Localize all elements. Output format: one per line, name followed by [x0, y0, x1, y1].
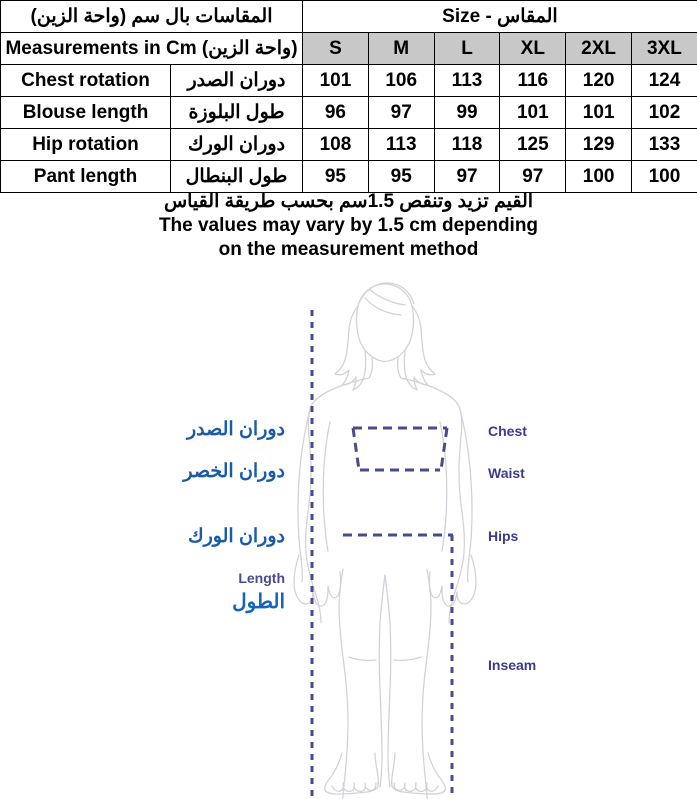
toe-l1 [332, 783, 343, 791]
torso-right-outline [401, 378, 464, 623]
toe-l3 [354, 783, 365, 791]
chest-side-left [353, 428, 359, 470]
label-chest-arabic: دوران الصدر [186, 419, 285, 440]
cell-value: 97 [434, 161, 500, 193]
cell-value: 99 [434, 97, 500, 129]
hair-right [404, 306, 435, 390]
label-hips-english: Hips [488, 528, 519, 544]
label-waist-english: Waist [488, 465, 525, 481]
cell-value: 95 [303, 161, 369, 193]
cell-value: 97 [500, 161, 566, 193]
size-header-2xl: 2XL [566, 33, 632, 65]
row-label-en: Blouse length [1, 97, 171, 129]
cell-value: 124 [632, 65, 697, 97]
torso-left-outline [306, 378, 369, 623]
header-description-english: Measurements in Cm (واحة الزين) [1, 33, 303, 65]
cell-value: 125 [500, 129, 566, 161]
cell-value: 101 [303, 65, 369, 97]
label-length-arabic: الطول [232, 591, 285, 613]
cell-value: 102 [632, 97, 697, 129]
header-size-title: Size - المقاس [303, 1, 697, 33]
note-arabic: القيم تزيد وتنقص 1.5سم بحسب طريقة القياس [163, 191, 534, 212]
cell-value: 106 [368, 65, 434, 97]
cell-value: 100 [566, 161, 632, 193]
cell-value: 97 [368, 97, 434, 129]
cell-value: 113 [434, 65, 500, 97]
cell-value: 113 [368, 129, 434, 161]
size-header-3xl: 3XL [632, 33, 697, 65]
female-body-figure-svg [0, 272, 697, 799]
toe-r4 [394, 783, 405, 790]
cell-value: 101 [566, 97, 632, 129]
leg-left-outer [339, 569, 348, 799]
cell-value: 100 [632, 161, 697, 193]
table-row [1, 97, 697, 129]
leg-left-inner [379, 575, 385, 787]
leg-right-inner [385, 575, 391, 787]
cell-value: 95 [368, 161, 434, 193]
row-label-en: Chest rotation [1, 65, 171, 97]
neck-left [369, 358, 372, 378]
label-hip-arabic: دوران الورك [187, 526, 285, 547]
arm-left-outer [298, 409, 310, 582]
body-measurement-diagram [0, 272, 697, 799]
hair-strand-1 [365, 298, 401, 315]
table-row [1, 129, 697, 161]
note-english-line-1: The values may vary by 1.5 cm depending [158, 215, 539, 236]
size-header-m: M [368, 33, 434, 65]
head-outline [357, 284, 414, 362]
arm-left-inner [323, 422, 330, 551]
row-label-en: Pant length [1, 161, 171, 193]
toe-l4 [365, 783, 376, 790]
table-row [1, 161, 697, 193]
row-label-ar: طول البنطال [171, 161, 303, 193]
body-outline-group [294, 283, 476, 799]
leg-right-outer [422, 569, 431, 799]
table-row [1, 65, 697, 97]
row-label-ar: دوران الورك [171, 129, 303, 161]
cell-value: 108 [303, 129, 369, 161]
arm-right-outer [460, 409, 472, 582]
cell-value: 116 [500, 65, 566, 97]
size-header-s: S [303, 33, 369, 65]
cell-value: 133 [632, 129, 697, 161]
label-inseam-english: Inseam [488, 657, 537, 673]
measurement-lines-group [312, 310, 453, 797]
knee-right-hint [394, 657, 421, 660]
label-length-english: Length [238, 570, 285, 586]
size-header-xl: XL [500, 33, 566, 65]
neck-right [398, 358, 401, 378]
label-waist-arabic: دوران الخصر [183, 461, 285, 482]
toe-r1 [427, 783, 438, 791]
row-label-en: Hip rotation [1, 129, 171, 161]
knee-left-hint [349, 657, 376, 660]
hair-left [335, 306, 366, 390]
measurement-note [0, 190, 697, 262]
toe-r3 [405, 783, 416, 791]
note-english-line-2: on the measurement method [218, 239, 479, 260]
cell-value: 101 [500, 97, 566, 129]
row-label-ar: دوران الصدر [171, 65, 303, 97]
cell-value: 118 [434, 129, 500, 161]
header-description-arabic: المقاسات بال سم (واحة الزين) [1, 1, 303, 33]
row-label-ar: طول البلوزة [171, 97, 303, 129]
table-header-row-sizes [1, 33, 697, 65]
label-chest-english: Chest [488, 423, 527, 439]
size-chart-table [0, 0, 697, 193]
arm-right-inner [440, 422, 447, 551]
cell-value: 96 [303, 97, 369, 129]
size-header-l: L [434, 33, 500, 65]
cell-value: 120 [566, 65, 632, 97]
hair-strand-2 [370, 290, 405, 305]
table-header-row-title [1, 1, 697, 33]
cell-value: 129 [566, 129, 632, 161]
